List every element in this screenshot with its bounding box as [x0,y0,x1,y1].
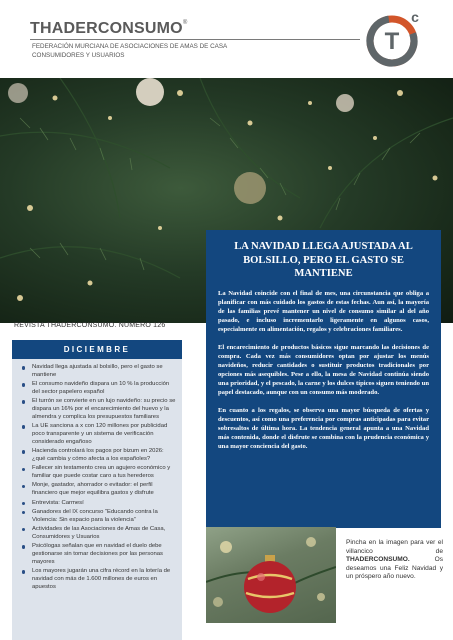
bullet-icon [22,468,25,471]
article-paragraph: El encarecimiento de productos básicos sigue marcando las decisiones de compra. Cada vez más consumidores optan por ajustar los menús navideños, reducir cantidades o sustituir productos tradicionales por opciones más asequibles. Pese a ello, la mesa de Navidad continúa siendo una prioridad, y el pescado, la carne y los dulces típicos siguen teniendo un papel destacado, aunque con un consumo más moderado. [218,343,429,396]
contents-item-label: Ganadores del IX concurso “Educando contra la Violencia: Sin espacio para la violencia” [32,508,158,523]
article-paragraph: En cuanto a los regalos, se observa una mayor búsqueda de ofertas y descuentos, así como una preferencia por compras anticipadas para evitar sobresaltos de última hora. La tendencia general apunta a una Navidad más contenida, donde el disfrute se combina con la prudencia económica y una mayor conciencia del gasto. [218,406,429,450]
promo-line-1: Pincha en la imagen para ver el villancico de [346,539,443,555]
ornament-icon [244,561,296,613]
contents-item[interactable] [21,500,178,508]
contents-item-label: Monje, gastador, ahorrador o evitador: el perfil financiero que mejor equilibra gastos y disfrute [32,482,154,497]
contents-item-label: Navidad llega ajustada al bolsillo, pero el gasto se mantiene [32,364,163,378]
bullet-icon [22,545,25,548]
bullet-icon [22,528,25,531]
federation-line-1: FEDERACIÓN MURCIANA DE ASOCIACIONES DE AMAS DE CASA [32,43,228,50]
contents-item[interactable] [21,423,178,447]
contents-item-label: Fallecer sin testamento crea un agujero económico y familiar que puede costar caro a tus herederos [32,465,171,480]
christmas-carol-video-link[interactable] [206,527,336,623]
article-paragraph: La Navidad coincide con el final de mes, una circunstancia que obliga a planificar con más cuidado los gastos de estas fechas. Aun así, la mayoría de las familias prevé mantener un nivel de consumo similar al del año pasado, e incluso incrementarlo ligeramente en algunos casos, especialmente en alimentación, regalos y celebraciones familiares. [218,289,429,333]
contents-item[interactable] [21,448,178,464]
federation-line-2: CONSUMIDORES Y USUARIOS [32,51,125,59]
contents-item-label: Entrevista: Carmesí [32,499,84,506]
contents-item[interactable] [21,526,178,542]
page-header [0,0,453,78]
logo-letter: T [384,28,400,55]
issue-label: REVISTA THADERCONSUMO. NÚMERO 126 [14,322,166,329]
article-title: LA NAVIDAD LLEGA AJUSTADA AL BOLSILLO, PERO EL GASTO SE MANTIENE [234,241,413,279]
logo-superscript: c [411,9,419,25]
contents-item[interactable] [21,482,178,498]
bullet-icon [22,425,25,428]
contents-item[interactable] [21,398,178,422]
registered-mark: ® [182,20,188,26]
month-banner: DICIEMBRE [12,340,182,359]
brand-divider [30,39,360,40]
contents-item[interactable] [21,543,178,567]
promo-brand: THADERCONSUMO. [346,556,410,564]
bullet-icon [22,570,25,573]
bullet-icon [22,400,25,403]
contents-item-label: El consumo navideño dispara un 10 % la producción del sector papelero español [32,381,170,396]
contents-item-label: Los mayores jugarán una cifra récord en la lotería de navidad con más de 1.600 millones de euros en apuestos [32,568,171,590]
contents-item-label: Hacienda controlará los pagos por bizum en 2026: ¿qué cambia y cómo afecta a los españoles? [32,448,164,463]
bullet-icon [22,502,25,505]
contents-item[interactable] [21,381,178,397]
carol-promo-text [346,539,443,582]
brand-name: THADERCONSUMO® [30,20,188,37]
contents-item[interactable] [21,364,178,380]
featured-article [206,230,441,528]
contents-list [12,359,182,592]
thaderconsumo-logo [363,8,425,70]
bullet-icon [22,366,25,369]
bullet-icon [22,450,25,453]
bullet-icon [22,383,25,386]
contents-item-label: Actividades de las Asociaciones de Amas de Casa, Consumidores y Usuarios [32,525,166,540]
contents-item-label: La UE sanciona a x con 120 millones por publicidad poco transparente y un sistema de verificación considerado engañoso [32,423,168,446]
contents-item[interactable] [21,568,178,592]
bullet-icon [22,511,25,514]
contents-sidebar [12,359,182,640]
promo-line-2: Os deseamos una Feliz Navidad y un próspero año nuevo. [346,556,443,581]
contents-item-label: El turrón se convierte en un lujo navideño: su precio se dispara un 16% por el encarecimiento del huevo y la almendra y complica los presupuestos familiares [32,398,176,421]
federation-name [32,43,332,60]
bullet-icon [22,485,25,488]
contents-item-label: Psicólogas señalan que en navidad el duelo debe gestionarse sin tomar decisiones por las personas mayores [32,543,163,565]
contents-item[interactable] [21,465,178,481]
contents-item[interactable] [21,509,178,525]
